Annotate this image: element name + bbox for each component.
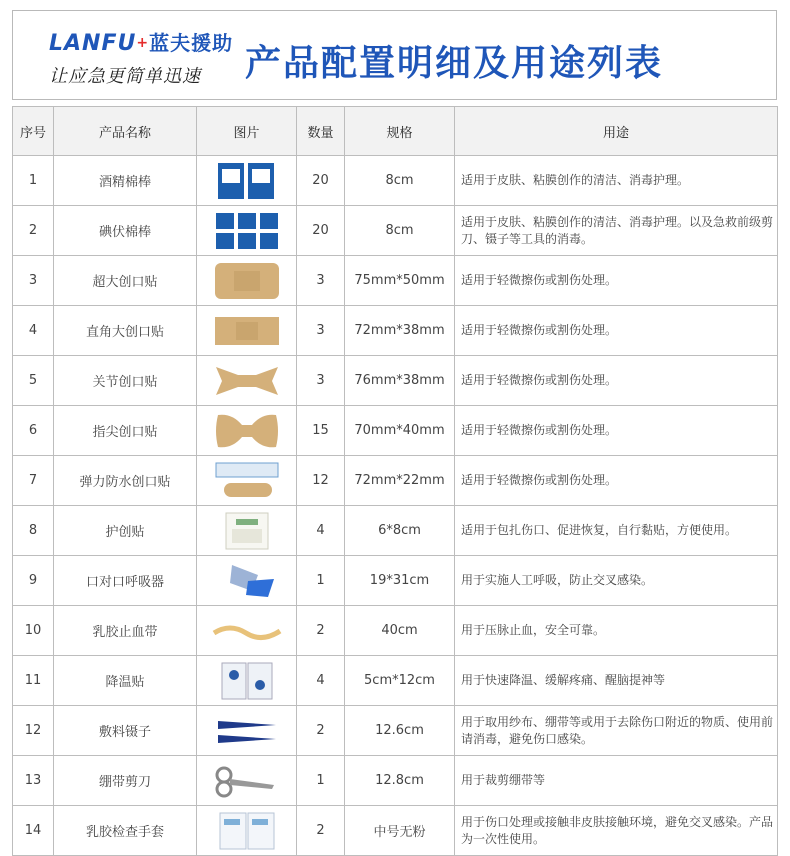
cell-image bbox=[197, 356, 297, 406]
cell-qty: 1 bbox=[297, 556, 345, 606]
cell-spec: 12.8cm bbox=[345, 756, 455, 806]
header-banner bbox=[12, 10, 777, 100]
cell-use: 适用于轻微擦伤或割伤处理。 bbox=[455, 406, 778, 456]
cell-spec: 19*31cm bbox=[345, 556, 455, 606]
table-row bbox=[13, 206, 778, 256]
table-row bbox=[13, 656, 778, 706]
cell-image bbox=[197, 806, 297, 856]
cell-spec: 70mm*40mm bbox=[345, 406, 455, 456]
cell-no: 11 bbox=[13, 656, 54, 706]
cell-name: 口对口呼吸器 bbox=[54, 556, 197, 606]
cell-no: 14 bbox=[13, 806, 54, 856]
product-table bbox=[12, 106, 778, 856]
cell-name: 护创贴 bbox=[54, 506, 197, 556]
wound-dressing-icon bbox=[212, 523, 282, 538]
cell-no: 8 bbox=[13, 506, 54, 556]
cell-use: 用于压脉止血，安全可靠。 bbox=[455, 606, 778, 656]
cell-name: 乳胶止血带 bbox=[54, 606, 197, 656]
cell-use: 用于裁剪绷带等 bbox=[455, 756, 778, 806]
cpr-mask-icon bbox=[212, 573, 282, 588]
cell-name: 碘伏棉棒 bbox=[54, 206, 197, 256]
cell-no: 5 bbox=[13, 356, 54, 406]
cell-qty: 2 bbox=[297, 706, 345, 756]
col-header-use: 用途 bbox=[455, 107, 778, 156]
cell-qty: 3 bbox=[297, 356, 345, 406]
joint-bandage-icon bbox=[212, 373, 282, 388]
cell-use: 用于伤口处理或接触非皮肤接触环境，避免交叉感染。产品为一次性使用。 bbox=[455, 806, 778, 856]
cell-spec: 8cm bbox=[345, 206, 455, 256]
brand-plus: + bbox=[136, 35, 150, 51]
cell-spec: 75mm*50mm bbox=[345, 256, 455, 306]
page-title: 产品配置明细及用途列表 bbox=[245, 43, 664, 84]
table-row bbox=[13, 756, 778, 806]
cell-name: 关节创口贴 bbox=[54, 356, 197, 406]
cell-image bbox=[197, 456, 297, 506]
cell-name: 超大创口贴 bbox=[54, 256, 197, 306]
cell-name: 绷带剪刀 bbox=[54, 756, 197, 806]
cell-no: 3 bbox=[13, 256, 54, 306]
table-row bbox=[13, 556, 778, 606]
table-row bbox=[13, 256, 778, 306]
brand-name-cn: 蓝夫援助 bbox=[149, 31, 234, 55]
cell-spec: 40cm bbox=[345, 606, 455, 656]
brand-logo bbox=[49, 31, 249, 91]
cell-spec: 中号无粉 bbox=[345, 806, 455, 856]
cell-use: 用于快速降温、缓解疼痛、醒脑提神等 bbox=[455, 656, 778, 706]
table-row bbox=[13, 406, 778, 456]
cell-spec: 12.6cm bbox=[345, 706, 455, 756]
cooling-patch-icon bbox=[212, 673, 282, 688]
cell-image bbox=[197, 656, 297, 706]
cell-qty: 2 bbox=[297, 806, 345, 856]
alcohol-swab-packets-icon bbox=[212, 173, 282, 188]
cell-spec: 76mm*38mm bbox=[345, 356, 455, 406]
cell-image bbox=[197, 756, 297, 806]
waterproof-bandage-icon bbox=[212, 473, 282, 488]
bandage-scissors-icon bbox=[212, 773, 282, 788]
cell-no: 13 bbox=[13, 756, 54, 806]
cell-qty: 1 bbox=[297, 756, 345, 806]
fingertip-bandage-icon bbox=[212, 423, 282, 438]
cell-spec: 72mm*22mm bbox=[345, 456, 455, 506]
table-row bbox=[13, 806, 778, 856]
table-row bbox=[13, 506, 778, 556]
cell-use: 适用于轻微擦伤或割伤处理。 bbox=[455, 356, 778, 406]
cell-name: 酒精棉棒 bbox=[54, 156, 197, 206]
cell-spec: 6*8cm bbox=[345, 506, 455, 556]
col-header-no: 序号 bbox=[13, 107, 54, 156]
cell-spec: 5cm*12cm bbox=[345, 656, 455, 706]
cell-spec: 72mm*38mm bbox=[345, 306, 455, 356]
cell-image bbox=[197, 606, 297, 656]
table-row bbox=[13, 606, 778, 656]
cell-name: 弹力防水创口贴 bbox=[54, 456, 197, 506]
table-row bbox=[13, 156, 778, 206]
cell-no: 7 bbox=[13, 456, 54, 506]
cell-no: 12 bbox=[13, 706, 54, 756]
cell-image bbox=[197, 206, 297, 256]
cell-use: 适用于皮肤、粘膜创作的清洁、消毒护理。以及急救前级剪刀、镊子等工具的消毒。 bbox=[455, 206, 778, 256]
cell-qty: 3 bbox=[297, 256, 345, 306]
latex-gloves-icon bbox=[212, 823, 282, 838]
tourniquet-icon bbox=[212, 623, 282, 638]
table-header-row bbox=[13, 107, 778, 156]
cell-use: 适用于轻微擦伤或割伤处理。 bbox=[455, 306, 778, 356]
cell-image bbox=[197, 706, 297, 756]
cell-no: 4 bbox=[13, 306, 54, 356]
table-row bbox=[13, 356, 778, 406]
cell-no: 10 bbox=[13, 606, 54, 656]
brand-slogan: 让应急更简单迅速 bbox=[49, 66, 201, 87]
col-header-name: 产品名称 bbox=[54, 107, 197, 156]
cell-image bbox=[197, 406, 297, 456]
cell-qty: 20 bbox=[297, 156, 345, 206]
cell-image bbox=[197, 306, 297, 356]
cell-name: 敷料镊子 bbox=[54, 706, 197, 756]
cell-name: 指尖创口贴 bbox=[54, 406, 197, 456]
table-row bbox=[13, 306, 778, 356]
cell-qty: 20 bbox=[297, 206, 345, 256]
cell-qty: 4 bbox=[297, 656, 345, 706]
cell-image bbox=[197, 156, 297, 206]
cell-image bbox=[197, 556, 297, 606]
cell-qty: 4 bbox=[297, 506, 345, 556]
cell-use: 适用于包扎伤口、促进恢复，自行黏贴，方便使用。 bbox=[455, 506, 778, 556]
xl-bandage-icon bbox=[212, 273, 282, 288]
brand-name-en: LANFU bbox=[49, 31, 137, 56]
cell-use: 适用于轻微擦伤或割伤处理。 bbox=[455, 256, 778, 306]
table-row bbox=[13, 456, 778, 506]
col-header-image: 图片 bbox=[197, 107, 297, 156]
cell-name: 乳胶检查手套 bbox=[54, 806, 197, 856]
cell-no: 6 bbox=[13, 406, 54, 456]
cell-qty: 15 bbox=[297, 406, 345, 456]
col-header-spec: 规格 bbox=[345, 107, 455, 156]
cell-qty: 12 bbox=[297, 456, 345, 506]
cell-qty: 3 bbox=[297, 306, 345, 356]
cell-use: 用于取用纱布、绷带等或用于去除伤口附近的物质、使用前请消毒，避免伤口感染。 bbox=[455, 706, 778, 756]
cell-name: 降温贴 bbox=[54, 656, 197, 706]
cell-image bbox=[197, 256, 297, 306]
cell-use: 适用于轻微擦伤或割伤处理。 bbox=[455, 456, 778, 506]
cell-no: 9 bbox=[13, 556, 54, 606]
cell-spec: 8cm bbox=[345, 156, 455, 206]
cell-name: 直角大创口贴 bbox=[54, 306, 197, 356]
col-header-qty: 数量 bbox=[297, 107, 345, 156]
cell-no: 1 bbox=[13, 156, 54, 206]
cell-image bbox=[197, 506, 297, 556]
cell-use: 用于实施人工呼吸，防止交叉感染。 bbox=[455, 556, 778, 606]
cell-qty: 2 bbox=[297, 606, 345, 656]
cell-no: 2 bbox=[13, 206, 54, 256]
tweezers-icon bbox=[212, 723, 282, 738]
iodine-swab-packets-icon bbox=[212, 223, 282, 238]
cell-use: 适用于皮肤、粘膜创作的清洁、消毒护理。 bbox=[455, 156, 778, 206]
table-row bbox=[13, 706, 778, 756]
rect-bandage-icon bbox=[212, 323, 282, 338]
